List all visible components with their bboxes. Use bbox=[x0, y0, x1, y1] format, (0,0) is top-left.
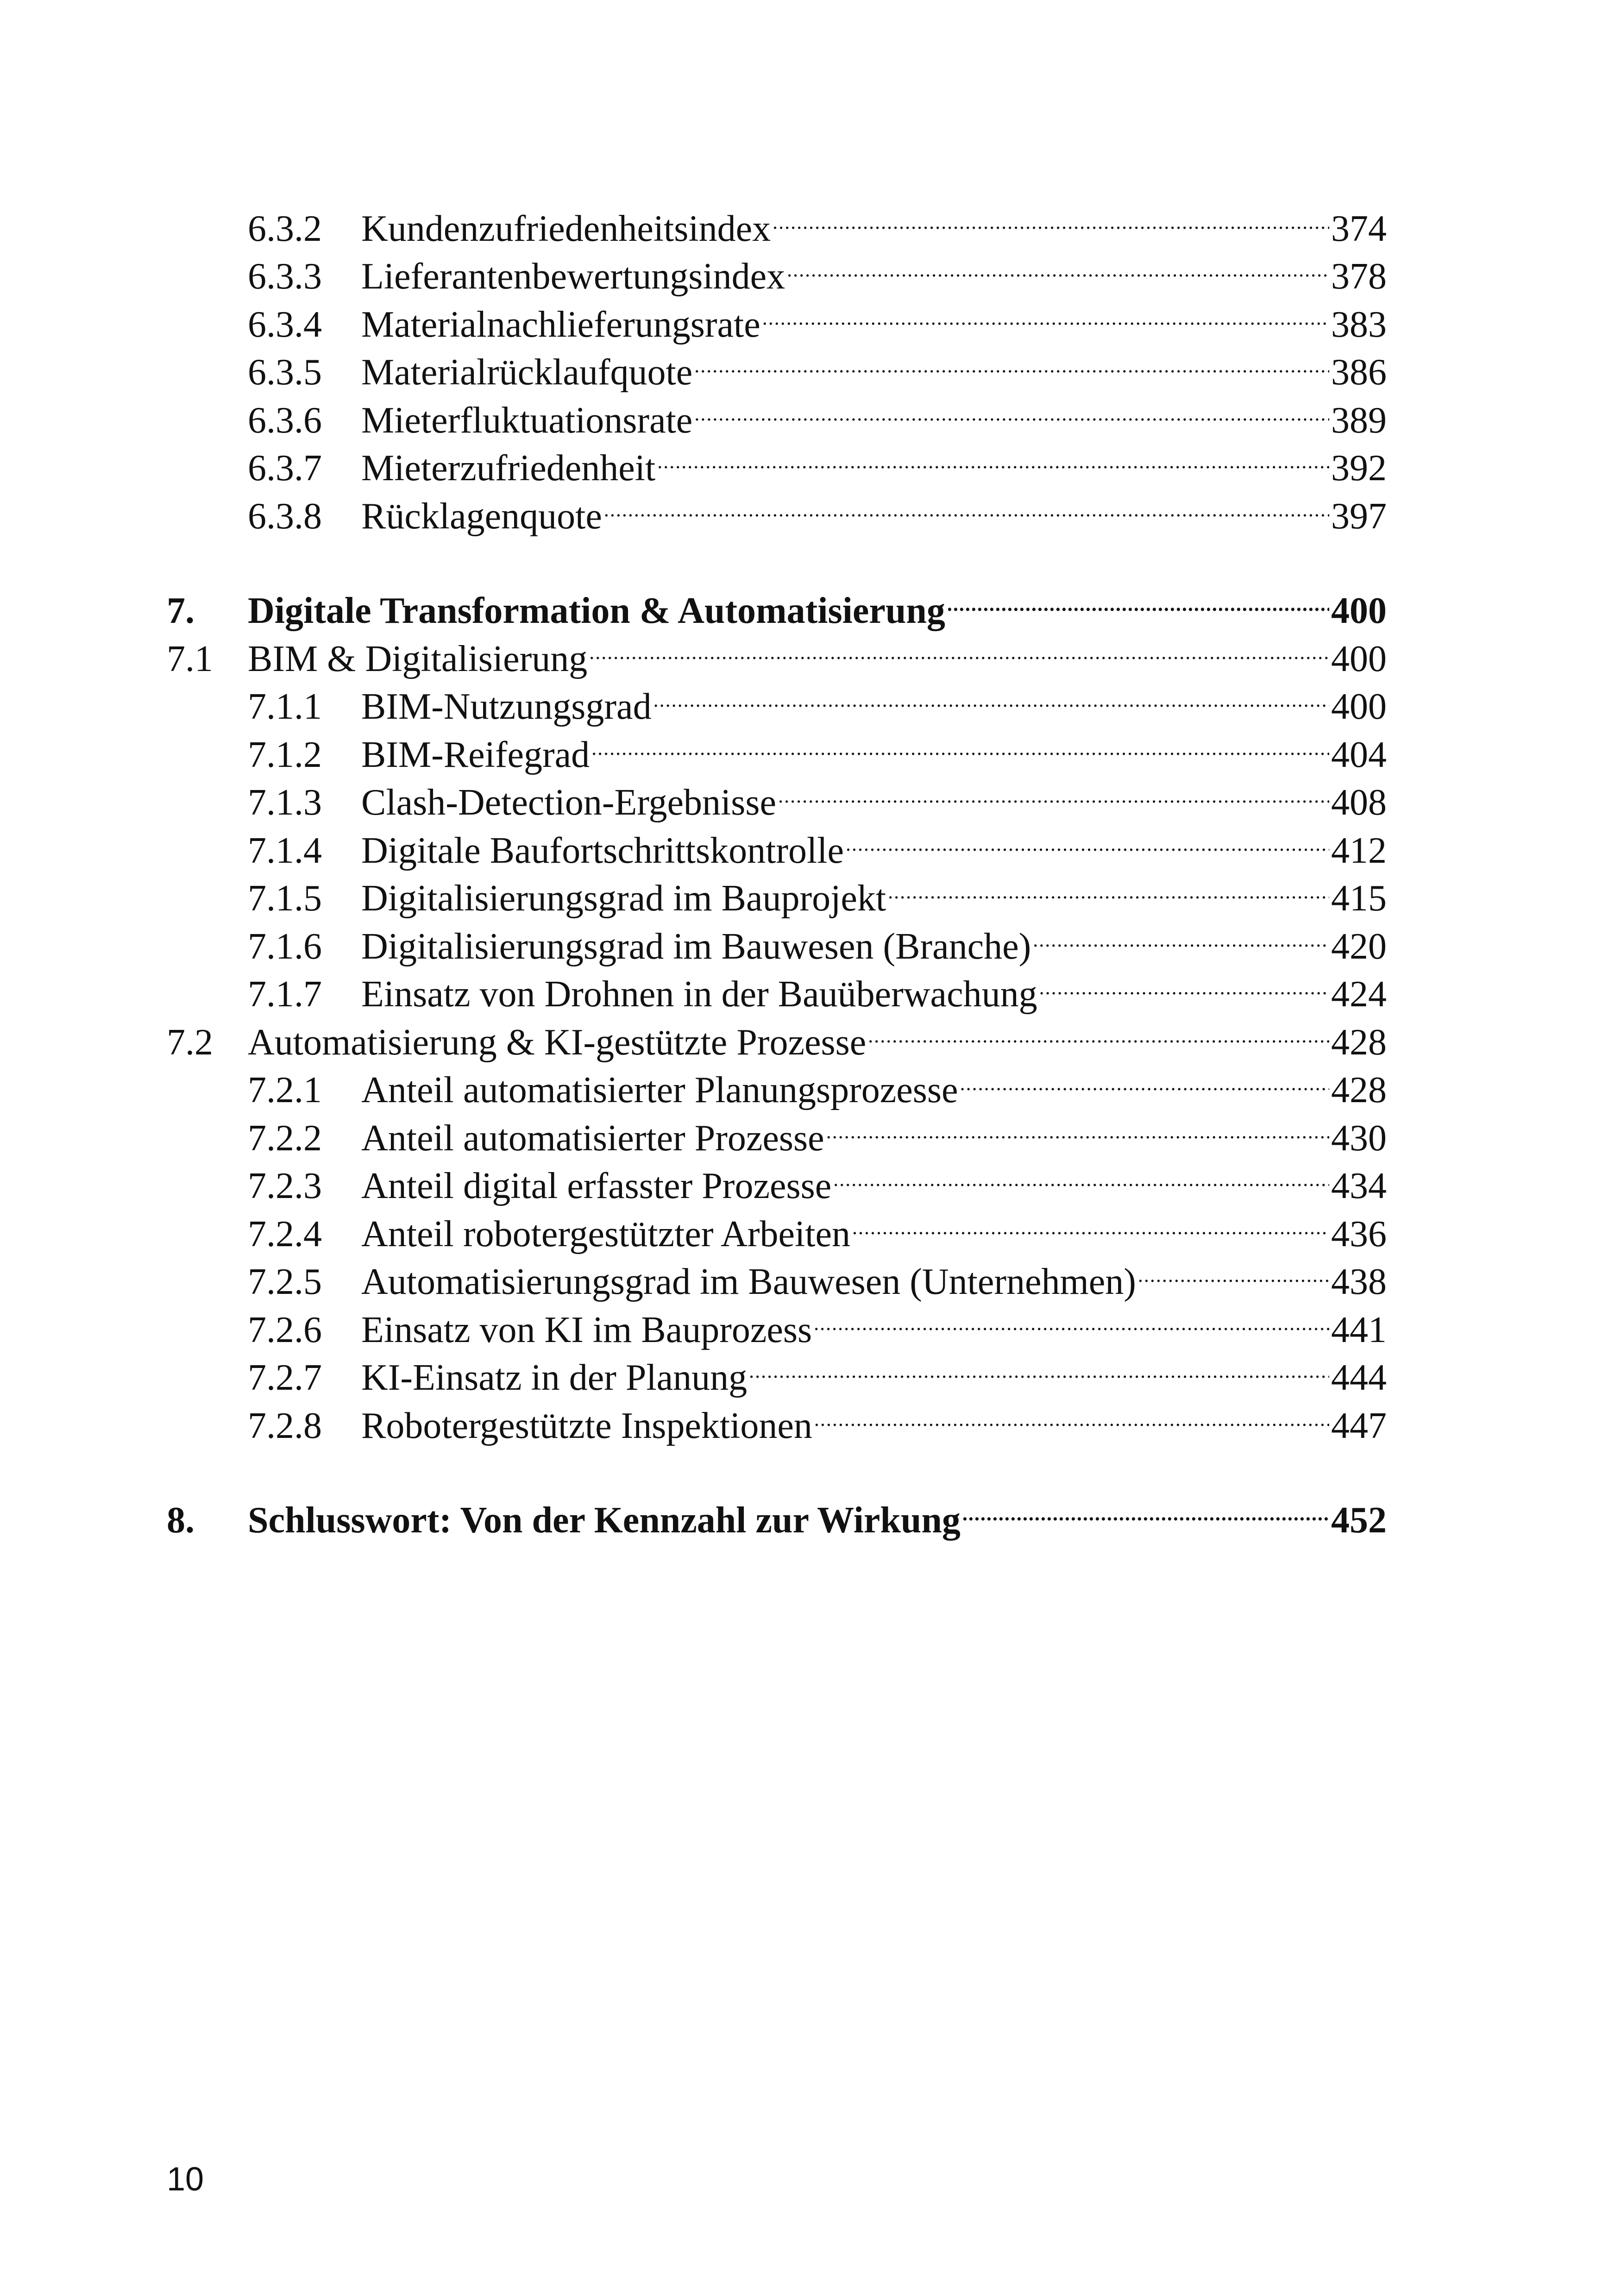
entry-title: BIM-Reifegrad bbox=[361, 734, 590, 775]
entry-number: 6.3.4 bbox=[248, 304, 322, 345]
entry-number: 6.3.6 bbox=[248, 400, 322, 441]
entry-page: 383 bbox=[1331, 304, 1387, 345]
entry-title: Digitalisierungsgrad im Bauwesen (Branche) bbox=[361, 926, 1031, 967]
entry-number: 7.1.5 bbox=[248, 878, 322, 919]
entry-title: Anteil digital erfasster Prozesse bbox=[361, 1166, 832, 1206]
page-number: 10 bbox=[167, 2161, 204, 2198]
entry-number: 7.1.1 bbox=[248, 686, 322, 727]
entry-page: 374 bbox=[1331, 208, 1387, 249]
entry-title: Einsatz von Drohnen in der Bauüberwachung bbox=[361, 974, 1037, 1015]
dot-leader bbox=[1039, 959, 1329, 1007]
entry-title: KI-Einsatz in der Planung bbox=[361, 1357, 748, 1398]
entry-number: 7.1.6 bbox=[248, 926, 322, 967]
entry-number: 8. bbox=[167, 1500, 195, 1541]
entry-number: 6.3.8 bbox=[248, 496, 322, 537]
entry-page: 412 bbox=[1331, 830, 1387, 871]
entry-page: 424 bbox=[1331, 974, 1387, 1015]
dot-leader bbox=[852, 1198, 1329, 1246]
dot-leader bbox=[694, 384, 1329, 433]
entry-number: 7.2.8 bbox=[248, 1405, 322, 1446]
entry-number: 7.2.2 bbox=[248, 1117, 322, 1159]
entry-title: Rücklagenquote bbox=[361, 496, 602, 537]
entry-page: 389 bbox=[1331, 400, 1387, 441]
entry-title: Automatisierungsgrad im Bauwesen (Unternehmen) bbox=[361, 1261, 1136, 1302]
dot-leader bbox=[826, 1102, 1329, 1150]
entry-title: Robotergestützte Inspektionen bbox=[361, 1405, 812, 1446]
entry-number: 7. bbox=[167, 590, 195, 631]
dot-leader bbox=[833, 1150, 1329, 1198]
entry-number: 6.3.2 bbox=[248, 208, 322, 249]
entry-title: Anteil automatisierter Planungsprozesse bbox=[361, 1070, 958, 1110]
entry-title: Anteil automatisierter Prozesse bbox=[361, 1117, 824, 1159]
entry-number: 7.2.4 bbox=[248, 1213, 322, 1255]
dot-leader bbox=[762, 289, 1329, 337]
entry-title: Anteil robotergestützter Arbeiten bbox=[361, 1213, 850, 1255]
entry-title: Digitalisierungsgrad im Bauprojekt bbox=[361, 878, 886, 919]
entry-page: 438 bbox=[1331, 1261, 1387, 1302]
entry-title: Mieterfluktuationsrate bbox=[361, 400, 693, 441]
entry-page: 408 bbox=[1331, 782, 1387, 823]
entry-number: 7.1.4 bbox=[248, 830, 322, 871]
entry-title: Materialrücklaufquote bbox=[361, 352, 693, 393]
dot-leader bbox=[888, 863, 1329, 911]
toc-entry[interactable] bbox=[167, 193, 1387, 249]
dot-leader bbox=[1033, 910, 1329, 959]
dot-leader bbox=[773, 193, 1329, 241]
entry-title: Clash-Detection-Ergebnisse bbox=[361, 782, 777, 823]
dot-leader bbox=[694, 337, 1329, 385]
entry-page: 441 bbox=[1331, 1309, 1387, 1350]
entry-title: Materialnachlieferungsrate bbox=[361, 304, 760, 345]
entry-title: Digitale Transformation & Automatisierung bbox=[248, 590, 945, 631]
entry-number: 7.2.6 bbox=[248, 1309, 322, 1350]
entry-page: 415 bbox=[1331, 878, 1387, 919]
entry-number: 7.1.7 bbox=[248, 974, 322, 1015]
entry-title: Mieterzufriedenheit bbox=[361, 448, 656, 489]
dot-leader bbox=[962, 1485, 1329, 1533]
entry-page: 386 bbox=[1331, 352, 1387, 393]
entry-title: BIM-Nutzungsgrad bbox=[361, 686, 652, 727]
dot-leader bbox=[814, 1294, 1329, 1342]
toc-chapter-entry[interactable] bbox=[167, 1485, 1387, 1541]
entry-title: BIM & Digitalisierung bbox=[248, 638, 588, 679]
entry-title: Automatisierung & KI-gestützte Prozesse bbox=[248, 1022, 867, 1063]
dot-leader bbox=[604, 480, 1329, 528]
entry-title: Schlusswort: Von der Kennzahl zur Wirkung bbox=[248, 1500, 961, 1541]
entry-number: 7.2 bbox=[167, 1022, 213, 1063]
entry-page: 400 bbox=[1331, 686, 1387, 727]
dot-leader bbox=[778, 767, 1329, 815]
entry-number: 7.2.7 bbox=[248, 1357, 322, 1398]
dot-leader bbox=[960, 1054, 1329, 1103]
entry-page: 434 bbox=[1331, 1166, 1387, 1206]
entry-number: 7.1 bbox=[167, 638, 213, 679]
dot-leader bbox=[657, 433, 1329, 481]
entry-number: 6.3.3 bbox=[248, 256, 322, 297]
entry-page: 378 bbox=[1331, 256, 1387, 297]
dot-leader bbox=[814, 1390, 1329, 1438]
entry-number: 7.1.3 bbox=[248, 782, 322, 823]
toc-chapter-entry[interactable] bbox=[167, 575, 1387, 631]
entry-page: 420 bbox=[1331, 926, 1387, 967]
dot-leader bbox=[749, 1342, 1329, 1390]
entry-page: 392 bbox=[1331, 448, 1387, 489]
entry-number: 7.1.2 bbox=[248, 734, 322, 775]
entry-number: 7.2.3 bbox=[248, 1166, 322, 1206]
dot-leader bbox=[1138, 1246, 1329, 1294]
dot-leader bbox=[787, 241, 1329, 289]
entry-page: 404 bbox=[1331, 734, 1387, 775]
dot-leader bbox=[589, 623, 1329, 671]
entry-page: 428 bbox=[1331, 1070, 1387, 1110]
table-of-contents bbox=[167, 193, 1387, 1541]
entry-page: 436 bbox=[1331, 1213, 1387, 1255]
entry-page: 400 bbox=[1331, 638, 1387, 679]
entry-page: 452 bbox=[1331, 1500, 1387, 1541]
entry-title: Einsatz von KI im Bauprozess bbox=[361, 1309, 812, 1350]
entry-page: 428 bbox=[1331, 1022, 1387, 1063]
dot-leader bbox=[846, 815, 1329, 863]
entry-number: 7.2.1 bbox=[248, 1070, 322, 1110]
entry-page: 397 bbox=[1331, 496, 1387, 537]
entry-number: 6.3.7 bbox=[248, 448, 322, 489]
entry-title: Lieferantenbewertungsindex bbox=[361, 256, 785, 297]
entry-number: 6.3.5 bbox=[248, 352, 322, 393]
entry-page: 444 bbox=[1331, 1357, 1387, 1398]
dot-leader bbox=[868, 1006, 1329, 1054]
entry-page: 400 bbox=[1331, 590, 1387, 631]
entry-title: Kundenzufriedenheitsindex bbox=[361, 208, 771, 249]
entry-page: 447 bbox=[1331, 1405, 1387, 1446]
entry-title: Digitale Baufortschrittskontrolle bbox=[361, 830, 844, 871]
entry-number: 7.2.5 bbox=[248, 1261, 322, 1302]
entry-page: 430 bbox=[1331, 1117, 1387, 1159]
dot-leader bbox=[653, 671, 1329, 719]
dot-leader bbox=[591, 719, 1329, 767]
dot-leader bbox=[947, 575, 1329, 623]
